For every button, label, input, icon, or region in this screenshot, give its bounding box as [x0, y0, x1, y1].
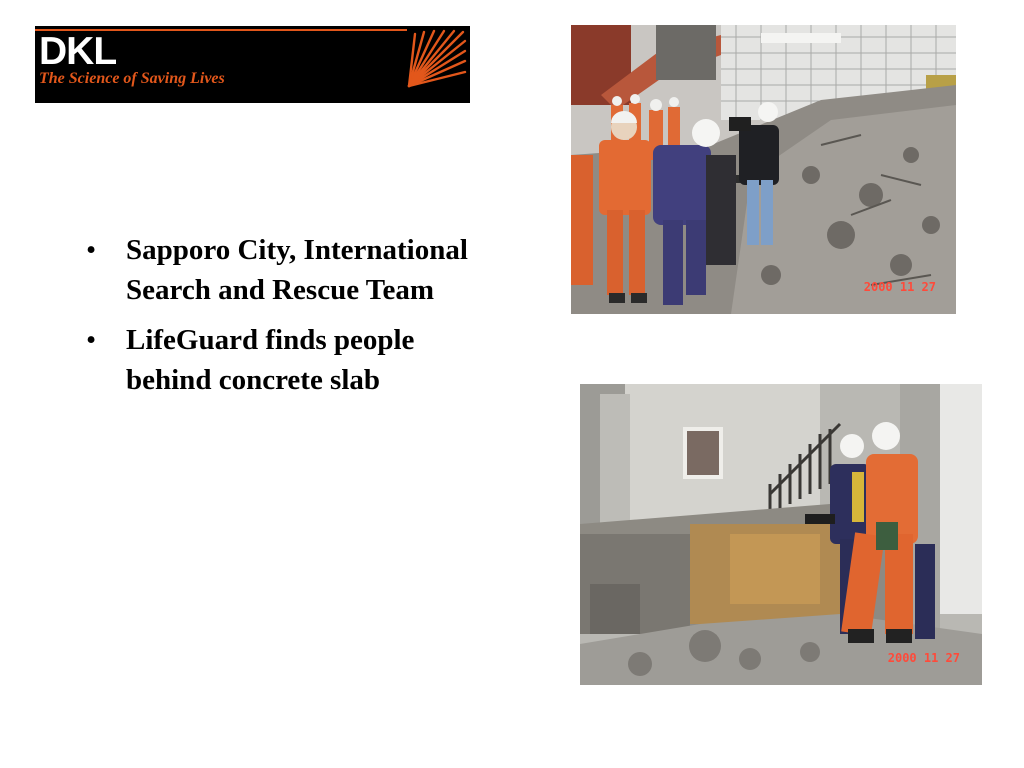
bullet-item	[84, 320, 504, 400]
bullet-marker: •	[86, 324, 97, 356]
dkl-logo	[35, 26, 470, 103]
bullet-item	[84, 230, 504, 310]
rescue-team-photo	[571, 25, 956, 314]
bullet-text: Sapporo City, International Search and Rescue Team	[126, 234, 468, 306]
bullet-text: LifeGuard finds people behind concrete slab	[126, 324, 415, 396]
date-stamp: 2000 11 27	[887, 651, 960, 665]
concrete-slab-photo	[580, 384, 982, 685]
sunburst-icon	[407, 28, 467, 88]
date-stamp: 2000 11 27	[863, 280, 936, 294]
bullet-list	[84, 230, 504, 410]
logo-tagline: The Science of Saving Lives	[39, 70, 225, 87]
bullet-marker: •	[86, 234, 97, 266]
logo-wordmark: DKL	[39, 30, 117, 73]
